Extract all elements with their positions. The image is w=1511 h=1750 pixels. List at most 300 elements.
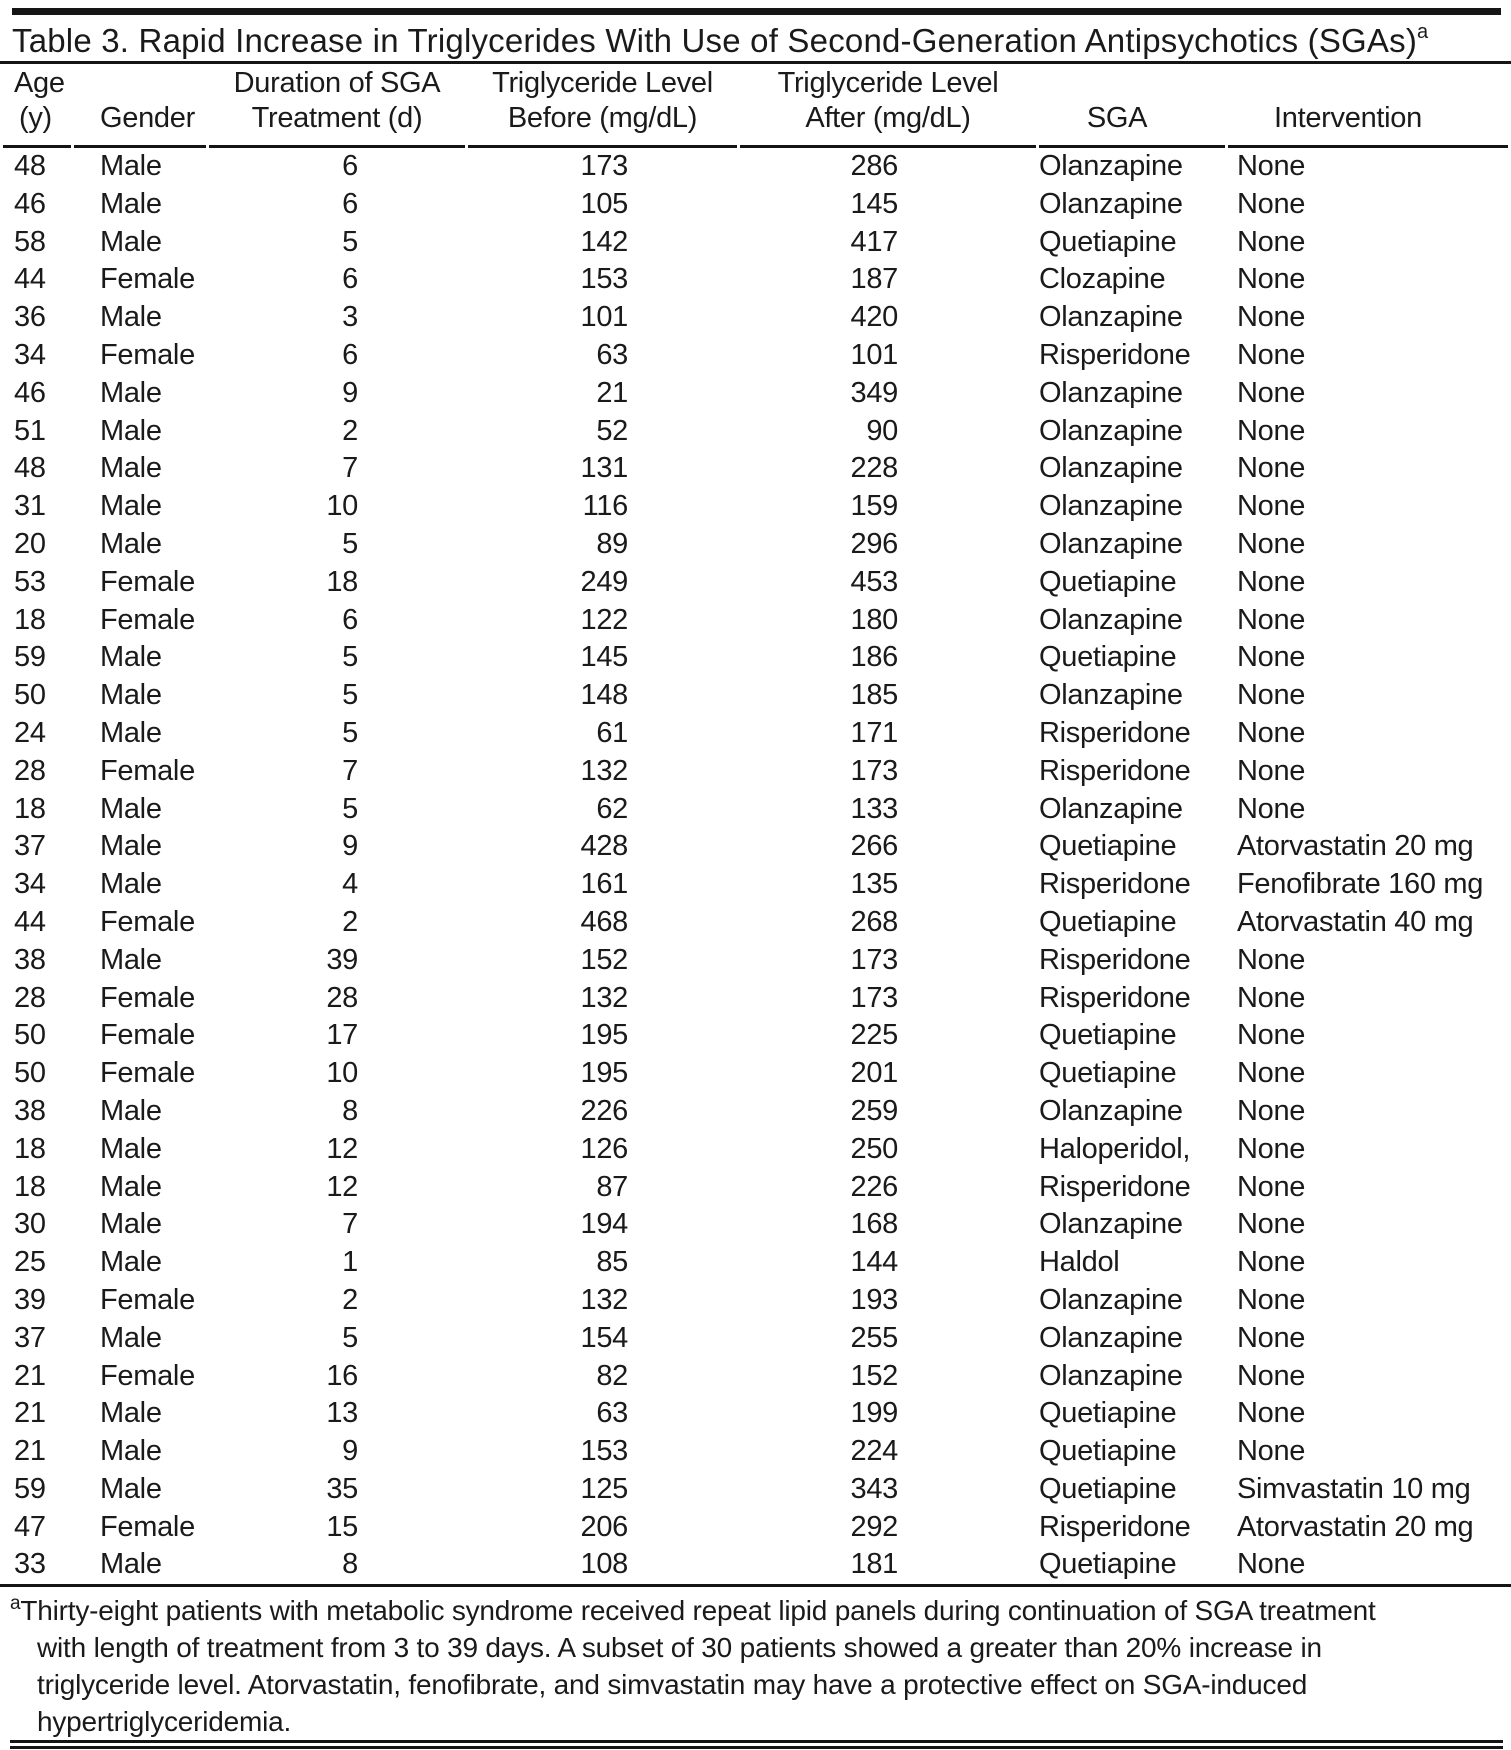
table-title-superscript: a <box>1417 21 1429 43</box>
table-row <box>3 1131 1508 1169</box>
cell: 28 <box>14 981 46 1014</box>
cell: Clozapine <box>1039 263 1166 296</box>
cell: Risperidone <box>1039 338 1191 371</box>
cell: 201 <box>850 1057 898 1090</box>
cell: Male <box>100 1548 162 1581</box>
cell: 21 <box>14 1359 46 1392</box>
cell: Male <box>100 1397 162 1430</box>
table-header-row <box>3 64 1508 148</box>
column-header <box>740 64 1036 148</box>
cell: Olanzapine <box>1039 490 1183 523</box>
cell: 5 <box>342 716 358 749</box>
table-footnote <box>10 1592 1503 1740</box>
cell: 266 <box>850 830 898 863</box>
cell: 5 <box>342 641 358 674</box>
column-header-line: Duration of SGA <box>233 67 441 99</box>
cell: 226 <box>850 1170 898 1203</box>
cell: Risperidone <box>1039 868 1191 901</box>
cell: Olanzapine <box>1039 1359 1183 1392</box>
cell: 18 <box>326 565 358 598</box>
cell: 468 <box>580 905 628 938</box>
cell: 10 <box>326 490 358 523</box>
cell: 186 <box>850 641 898 674</box>
cell: 25 <box>14 1246 46 1279</box>
cell: Male <box>100 792 162 825</box>
cell: 13 <box>326 1397 358 1430</box>
cell: 61 <box>596 716 628 749</box>
cell: Risperidone <box>1039 1510 1191 1543</box>
cell: 8 <box>342 1548 358 1581</box>
cell: 154 <box>580 1321 628 1354</box>
cell: 132 <box>580 981 628 1014</box>
column-header <box>209 64 465 148</box>
cell: 226 <box>580 1094 628 1127</box>
cell: 37 <box>14 830 46 863</box>
cell: None <box>1237 1057 1306 1090</box>
cell: 37 <box>14 1321 46 1354</box>
table-row <box>3 1206 1508 1244</box>
cell: Haldol <box>1039 1246 1120 1279</box>
cell: Quetiapine <box>1039 905 1177 938</box>
cell: 3 <box>342 301 358 334</box>
cell: 173 <box>850 754 898 787</box>
table-row <box>3 1509 1508 1547</box>
cell: 6 <box>342 263 358 296</box>
cell: Female <box>100 1019 195 1052</box>
cell: 5 <box>342 679 358 712</box>
cell: 105 <box>580 187 628 220</box>
table-row <box>3 1093 1508 1131</box>
cell: Olanzapine <box>1039 1094 1183 1127</box>
cell: 34 <box>14 868 46 901</box>
cell: 50 <box>14 679 46 712</box>
table-row <box>3 791 1508 829</box>
cell: 21 <box>14 1435 46 1468</box>
table-row <box>3 148 1508 186</box>
cell: Male <box>100 490 162 523</box>
cell: None <box>1237 150 1306 182</box>
cell: 292 <box>850 1510 898 1543</box>
cell: 53 <box>14 565 46 598</box>
cell: 195 <box>580 1057 628 1090</box>
column-header <box>74 64 206 148</box>
cell: Quetiapine <box>1039 1548 1177 1581</box>
column-header <box>468 64 737 148</box>
column-header-line: Age <box>14 67 65 99</box>
cell: 7 <box>342 1208 358 1241</box>
table-row <box>3 261 1508 299</box>
table-row <box>3 1055 1508 1093</box>
cell: Quetiapine <box>1039 225 1177 258</box>
column-header-line: Treatment (d) <box>251 102 423 134</box>
cell: 173 <box>580 150 628 182</box>
cell: Female <box>100 263 195 296</box>
cell: 224 <box>850 1435 898 1468</box>
cell: 9 <box>342 1435 358 1468</box>
cell: 343 <box>850 1472 898 1505</box>
cell: 5 <box>342 1321 358 1354</box>
cell: Male <box>100 1132 162 1165</box>
cell: Male <box>100 376 162 409</box>
table-row <box>3 488 1508 526</box>
cell: 12 <box>326 1170 358 1203</box>
cell: 206 <box>580 1510 628 1543</box>
cell: 145 <box>850 187 898 220</box>
cell: 59 <box>14 641 46 674</box>
cell: Quetiapine <box>1039 1019 1177 1052</box>
cell: Male <box>100 150 162 182</box>
cell: None <box>1237 1246 1306 1279</box>
cell: None <box>1237 754 1306 787</box>
cell: None <box>1237 1208 1306 1241</box>
cell: Male <box>100 1321 162 1354</box>
cell: Male <box>100 830 162 863</box>
cell: Female <box>100 1359 195 1392</box>
cell: 62 <box>596 792 628 825</box>
cell: 142 <box>580 225 628 258</box>
cell: 187 <box>850 263 898 296</box>
cell: 122 <box>580 603 628 636</box>
cell: Male <box>100 641 162 674</box>
top-rule-bar <box>12 8 1501 15</box>
cell: 18 <box>14 792 46 825</box>
cell: 46 <box>14 376 46 409</box>
cell: None <box>1237 679 1306 712</box>
cell: Olanzapine <box>1039 1283 1183 1316</box>
column-header-line: Triglyceride Level <box>777 67 999 99</box>
cell: 46 <box>14 187 46 220</box>
cell: 35 <box>326 1472 358 1505</box>
cell: None <box>1237 943 1306 976</box>
cell: None <box>1237 565 1306 598</box>
cell: 132 <box>580 1283 628 1316</box>
cell: Risperidone <box>1039 716 1191 749</box>
table-row <box>3 1471 1508 1509</box>
cell: 20 <box>14 527 46 560</box>
cell: 21 <box>596 376 628 409</box>
table-row <box>3 299 1508 337</box>
cell: Male <box>100 1170 162 1203</box>
cell: 2 <box>342 414 358 447</box>
cell: 24 <box>14 716 46 749</box>
cell: 51 <box>14 414 46 447</box>
cell: Olanzapine <box>1039 1208 1183 1241</box>
cell: 59 <box>14 1472 46 1505</box>
table-row <box>3 828 1508 866</box>
cell: Olanzapine <box>1039 792 1183 825</box>
cell: 168 <box>850 1208 898 1241</box>
cell: 28 <box>14 754 46 787</box>
cell: None <box>1237 452 1306 485</box>
column-header-line: SGA <box>1086 102 1148 134</box>
cell: 180 <box>850 603 898 636</box>
cell: 420 <box>850 301 898 334</box>
cell: Female <box>100 905 195 938</box>
cell: 153 <box>580 1435 628 1468</box>
column-header <box>3 64 71 148</box>
cell: 85 <box>596 1246 628 1279</box>
cell: 428 <box>580 830 628 863</box>
footnote-line: with length of treatment from 3 to 39 days. A subset of 30 patients showed a greater than 20% increase in <box>37 1632 1322 1664</box>
cell: 50 <box>14 1057 46 1090</box>
cell: None <box>1237 603 1306 636</box>
cell: 63 <box>596 338 628 371</box>
cell: None <box>1237 376 1306 409</box>
cell: Olanzapine <box>1039 376 1183 409</box>
table-row <box>3 450 1508 488</box>
cell: 31 <box>14 490 46 523</box>
cell: 44 <box>14 263 46 296</box>
cell: 453 <box>850 565 898 598</box>
cell: None <box>1237 1094 1306 1127</box>
cell: 8 <box>342 1094 358 1127</box>
footnote-marker: a <box>10 1592 21 1614</box>
cell: 199 <box>850 1397 898 1430</box>
cell: 21 <box>14 1397 46 1430</box>
cell: Female <box>100 754 195 787</box>
cell: 228 <box>850 452 898 485</box>
table-row <box>3 564 1508 602</box>
cell: 90 <box>866 414 898 447</box>
table-row <box>3 413 1508 451</box>
table-row <box>3 375 1508 413</box>
cell: 259 <box>850 1094 898 1127</box>
cell: None <box>1237 338 1306 371</box>
table-row <box>3 224 1508 262</box>
cell: Risperidone <box>1039 1170 1191 1203</box>
cell: Male <box>100 187 162 220</box>
cell: 225 <box>850 1019 898 1052</box>
table-row <box>3 337 1508 375</box>
cell: 12 <box>326 1132 358 1165</box>
cell: Female <box>100 1510 195 1543</box>
cell: 152 <box>850 1359 898 1392</box>
cell: 255 <box>850 1321 898 1354</box>
cell: None <box>1237 225 1306 258</box>
cell: Atorvastatin 20 mg <box>1237 1510 1474 1543</box>
cell: 181 <box>850 1548 898 1581</box>
cell: Quetiapine <box>1039 1435 1177 1468</box>
column-header <box>1039 64 1225 148</box>
cell: 39 <box>14 1283 46 1316</box>
cell: 7 <box>342 452 358 485</box>
cell: 5 <box>342 792 358 825</box>
column-header-line: (y) <box>19 102 52 134</box>
cell: None <box>1237 490 1306 523</box>
cell: Male <box>100 1094 162 1127</box>
table-row <box>3 1244 1508 1282</box>
cell: 125 <box>580 1472 628 1505</box>
table-title <box>0 15 1511 64</box>
cell: 131 <box>580 452 628 485</box>
cell: None <box>1237 1548 1306 1581</box>
cell: Male <box>100 452 162 485</box>
cell: 195 <box>580 1019 628 1052</box>
cell: Risperidone <box>1039 981 1191 1014</box>
cell: Female <box>100 1057 195 1090</box>
cell: None <box>1237 263 1306 296</box>
cell: None <box>1237 1397 1306 1430</box>
cell: 5 <box>342 225 358 258</box>
cell: 6 <box>342 187 358 220</box>
column-header-line: After (mg/dL) <box>805 102 971 134</box>
cell: Male <box>100 1435 162 1468</box>
cell: Olanzapine <box>1039 603 1183 636</box>
cell: Male <box>100 943 162 976</box>
cell: 161 <box>580 868 628 901</box>
cell: None <box>1237 1435 1306 1468</box>
cell: Olanzapine <box>1039 452 1183 485</box>
cell: Atorvastatin 40 mg <box>1237 905 1474 938</box>
cell: 126 <box>580 1132 628 1165</box>
cell: 9 <box>342 376 358 409</box>
cell: Female <box>100 981 195 1014</box>
cell: 36 <box>14 301 46 334</box>
cell: 82 <box>596 1359 628 1392</box>
cell: 101 <box>850 338 898 371</box>
cell: 15 <box>326 1510 358 1543</box>
cell: 145 <box>580 641 628 674</box>
table-row <box>3 866 1508 904</box>
cell: 6 <box>342 150 358 182</box>
bottom-rule-bar <box>10 1740 1503 1749</box>
table-row <box>3 904 1508 942</box>
table-row <box>3 1017 1508 1055</box>
cell: 194 <box>580 1208 628 1241</box>
cell: 250 <box>850 1132 898 1165</box>
column-header-line: Gender <box>100 102 195 134</box>
table-row <box>3 1320 1508 1358</box>
cell: 38 <box>14 943 46 976</box>
cell: 34 <box>14 338 46 371</box>
cell: None <box>1237 187 1306 220</box>
cell: 286 <box>850 150 898 182</box>
cell: 132 <box>580 754 628 787</box>
footnote-line: hypertriglyceridemia. <box>37 1706 292 1738</box>
cell: 50 <box>14 1019 46 1052</box>
cell: 4 <box>342 868 358 901</box>
column-header-line: Before (mg/dL) <box>507 102 698 134</box>
cell: None <box>1237 301 1306 334</box>
cell: 30 <box>14 1208 46 1241</box>
cell: 153 <box>580 263 628 296</box>
cell: 28 <box>326 981 358 1014</box>
cell: Male <box>100 1472 162 1505</box>
cell: 148 <box>580 679 628 712</box>
column-header-line: Intervention <box>1274 102 1422 134</box>
table-row <box>3 1395 1508 1433</box>
cell: Male <box>100 301 162 334</box>
cell: Quetiapine <box>1039 1397 1177 1430</box>
cell: Male <box>100 716 162 749</box>
cell: None <box>1237 1019 1306 1052</box>
cell: None <box>1237 1132 1306 1165</box>
cell: 63 <box>596 1397 628 1430</box>
cell: Female <box>100 603 195 636</box>
cell: 9 <box>342 830 358 863</box>
cell: 44 <box>14 905 46 938</box>
footnote-line: triglyceride level. Atorvastatin, fenofibrate, and simvastatin may have a protective effect on SGA-induced <box>37 1669 1308 1701</box>
cell: 417 <box>850 225 898 258</box>
cell: 144 <box>850 1246 898 1279</box>
cell: Quetiapine <box>1039 565 1177 598</box>
cell: 1 <box>342 1246 358 1279</box>
cell: 52 <box>596 414 628 447</box>
cell: Male <box>100 414 162 447</box>
cell: None <box>1237 641 1306 674</box>
table-title-text: Table 3. Rapid Increase in Triglycerides With Use of Second-Generation Antipsychotics (SGAs) <box>12 22 1418 59</box>
cell: 18 <box>14 1132 46 1165</box>
cell: 133 <box>850 792 898 825</box>
cell: Risperidone <box>1039 943 1191 976</box>
cell: 18 <box>14 603 46 636</box>
table-row <box>3 715 1508 753</box>
cell: Quetiapine <box>1039 641 1177 674</box>
cell: None <box>1237 1359 1306 1392</box>
cell: Female <box>100 565 195 598</box>
table-row <box>3 1358 1508 1396</box>
cell: 135 <box>850 868 898 901</box>
cell: 193 <box>850 1283 898 1316</box>
cell: Male <box>100 1246 162 1279</box>
table-row <box>3 942 1508 980</box>
header-row <box>3 64 1508 148</box>
cell: None <box>1237 1170 1306 1203</box>
cell: 18 <box>14 1170 46 1203</box>
table-row <box>3 639 1508 677</box>
cell: Olanzapine <box>1039 187 1183 220</box>
cell: 249 <box>580 565 628 598</box>
cell: 173 <box>850 981 898 1014</box>
cell: 101 <box>580 301 628 334</box>
cell: Male <box>100 1208 162 1241</box>
cell: Olanzapine <box>1039 527 1183 560</box>
table-row <box>3 526 1508 564</box>
column-header <box>1228 64 1508 148</box>
cell: 171 <box>850 716 898 749</box>
cell: 108 <box>580 1548 628 1581</box>
cell: 173 <box>850 943 898 976</box>
table-row <box>3 1433 1508 1471</box>
table-row <box>3 753 1508 791</box>
cell: 38 <box>14 1094 46 1127</box>
cell: Male <box>100 527 162 560</box>
cell: Olanzapine <box>1039 150 1183 182</box>
table-row <box>3 980 1508 1018</box>
cell: Olanzapine <box>1039 414 1183 447</box>
cell: Female <box>100 338 195 371</box>
cell: 349 <box>850 376 898 409</box>
footnote-text: Thirty-eight patients with metabolic syndrome received repeat lipid panels during continuation of SGA treatment <box>20 1595 1376 1627</box>
cell: 2 <box>342 1283 358 1316</box>
cell: 58 <box>14 225 46 258</box>
cell: 159 <box>850 490 898 523</box>
cell: 116 <box>582 490 628 523</box>
cell: None <box>1237 1283 1306 1316</box>
data-table <box>0 64 1511 1587</box>
footnote-line <box>10 1592 1503 1629</box>
table-body <box>3 148 1508 1584</box>
cell: 2 <box>342 905 358 938</box>
cell: 16 <box>326 1359 358 1392</box>
cell: Quetiapine <box>1039 830 1177 863</box>
cell: 268 <box>850 905 898 938</box>
cell: Male <box>100 679 162 712</box>
cell: 39 <box>326 943 358 976</box>
cell: 47 <box>14 1510 46 1543</box>
cell: Male <box>100 225 162 258</box>
cell: Quetiapine <box>1039 1472 1177 1505</box>
